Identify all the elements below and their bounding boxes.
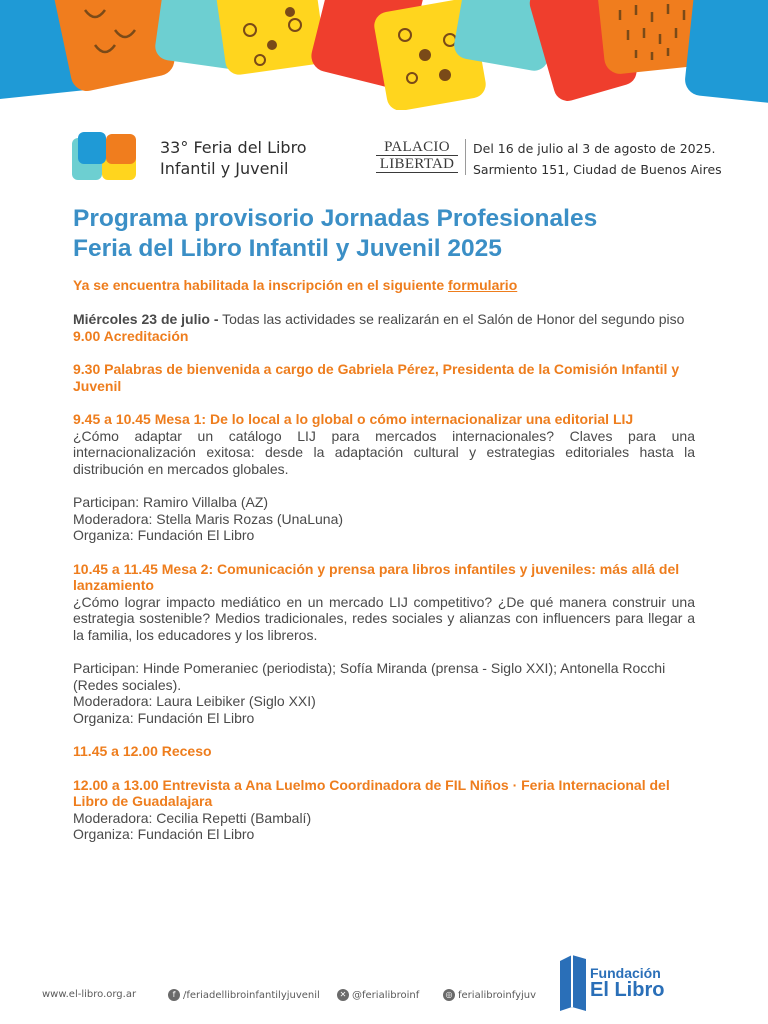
panel2-participants: Participan: Hinde Pomeraniec (periodista); Sofía Miranda (prensa - Siglo XXI); Antonella Rocchi (Redes sociales). — [73, 660, 666, 693]
venue-line1: PALACIO — [384, 139, 450, 155]
fair-name-line2: Infantil y Juvenil — [160, 159, 289, 178]
registration-form-link[interactable]: formulario — [448, 277, 518, 293]
page-title — [73, 204, 695, 264]
welcome-item: 9.30 Palabras de bienvenida a cargo de Gabriela Pérez, Presidenta de la Comisión Infantil y Juvenil — [73, 361, 680, 394]
fair-name-line1: 33° Feria del Libro — [160, 138, 307, 157]
panel1-moderator: Moderadora: Stella Maris Rozas (UnaLuna) — [73, 510, 344, 527]
header-divider — [465, 139, 466, 175]
day-text: Todas las actividades se realizarán en el Salón de Honor del segundo piso — [218, 311, 685, 327]
day-label: Miércoles 23 de julio - — [73, 311, 219, 327]
fundacion-el-libro-logo — [590, 966, 664, 1000]
registration-notice — [73, 277, 695, 294]
panel2-title: 10.45 a 11.45 Mesa 2: Comunicación y prensa para libros infantiles y juveniles: más allá del lanzamiento — [73, 560, 680, 593]
venue-line2: LIBERTAD — [376, 156, 458, 173]
instagram-icon: ◎ — [443, 989, 455, 1001]
facebook-handle: /feriadellibroinfantilyjuvenil — [183, 990, 320, 1001]
brand-line1: Fundación — [590, 965, 661, 981]
interview-section — [73, 777, 695, 843]
day-intro — [73, 311, 695, 328]
x-icon: ✕ — [337, 989, 349, 1001]
address-line: Sarmiento 151, Ciudad de Buenos Aires — [473, 162, 722, 177]
fair-logo-icon — [72, 132, 140, 186]
panel1-title: 9.45 a 10.45 Mesa 1: De lo local a lo global o cómo internacionalizar una editorial LIJ — [73, 411, 634, 427]
dates-line1: Del 16 de julio al 3 de agosto de 2025. — [473, 141, 716, 156]
title-line2: Feria del Libro Infantil y Juvenil 2025 — [73, 235, 502, 262]
registration-notice-text: Ya se encuentra habilitada la inscripción en el siguiente — [73, 277, 449, 293]
panel2-moderator: Moderadora: Laura Leibiker (Siglo XXI) — [73, 693, 316, 709]
footer-instagram[interactable] — [443, 989, 536, 1002]
panel2-section — [73, 561, 695, 727]
recess-item: 11.45 a 12.00 Receso — [73, 743, 212, 759]
panel1-participants: Participan: Ramiro Villalba (AZ) — [73, 494, 269, 510]
panel1-organizer: Organiza: Fundación El Libro — [73, 527, 255, 543]
footer-x[interactable] — [337, 989, 419, 1002]
instagram-handle: ferialibroinfyjuv — [458, 990, 537, 1001]
panel2-organizer: Organiza: Fundación El Libro — [73, 709, 255, 726]
fair-dates — [473, 138, 722, 180]
footer-facebook[interactable] — [168, 989, 320, 1002]
x-handle: @ferialibroinf — [352, 990, 420, 1001]
day-section — [73, 311, 695, 344]
title-line1: Programa provisorio Jornadas Profesionales — [73, 205, 598, 232]
accreditation-item: 9.00 Acreditación — [73, 327, 189, 344]
venue-logo — [374, 139, 460, 173]
interview-organizer: Organiza: Fundación El Libro — [73, 826, 255, 842]
decorative-header-collage — [0, 0, 768, 110]
panel1-description: ¿Cómo adaptar un catálogo LIJ para mercados internacionales? Claves para una internacionalización exitosa: desde la adaptación cultural y estrategias editoriales hasta la distribución en mercados globales. — [73, 427, 695, 477]
brand-line2: El Libro — [590, 979, 665, 1001]
interview-title: 12.00 a 13.00 Entrevista a Ana Luelmo Coordinadora de FIL Niños · Feria Internacional del Libro de Guadalajara — [73, 776, 670, 809]
interview-moderator: Moderadora: Cecilia Repetti (Bambalí) — [73, 809, 312, 826]
fair-name — [160, 137, 307, 179]
panel2-description: ¿Cómo lograr impacto mediático en un mercado LIJ competitivo? ¿De qué manera construir una estrategia sostenible? Medios tradicionales, redes sociales y alianzas con influencers para llegar a la familia, los educadores y los libreros. — [73, 593, 695, 643]
footer-website[interactable]: www.el-libro.org.ar — [42, 989, 137, 1000]
facebook-icon: f — [168, 989, 180, 1001]
panel1-section — [73, 411, 695, 544]
program-content — [73, 204, 695, 843]
